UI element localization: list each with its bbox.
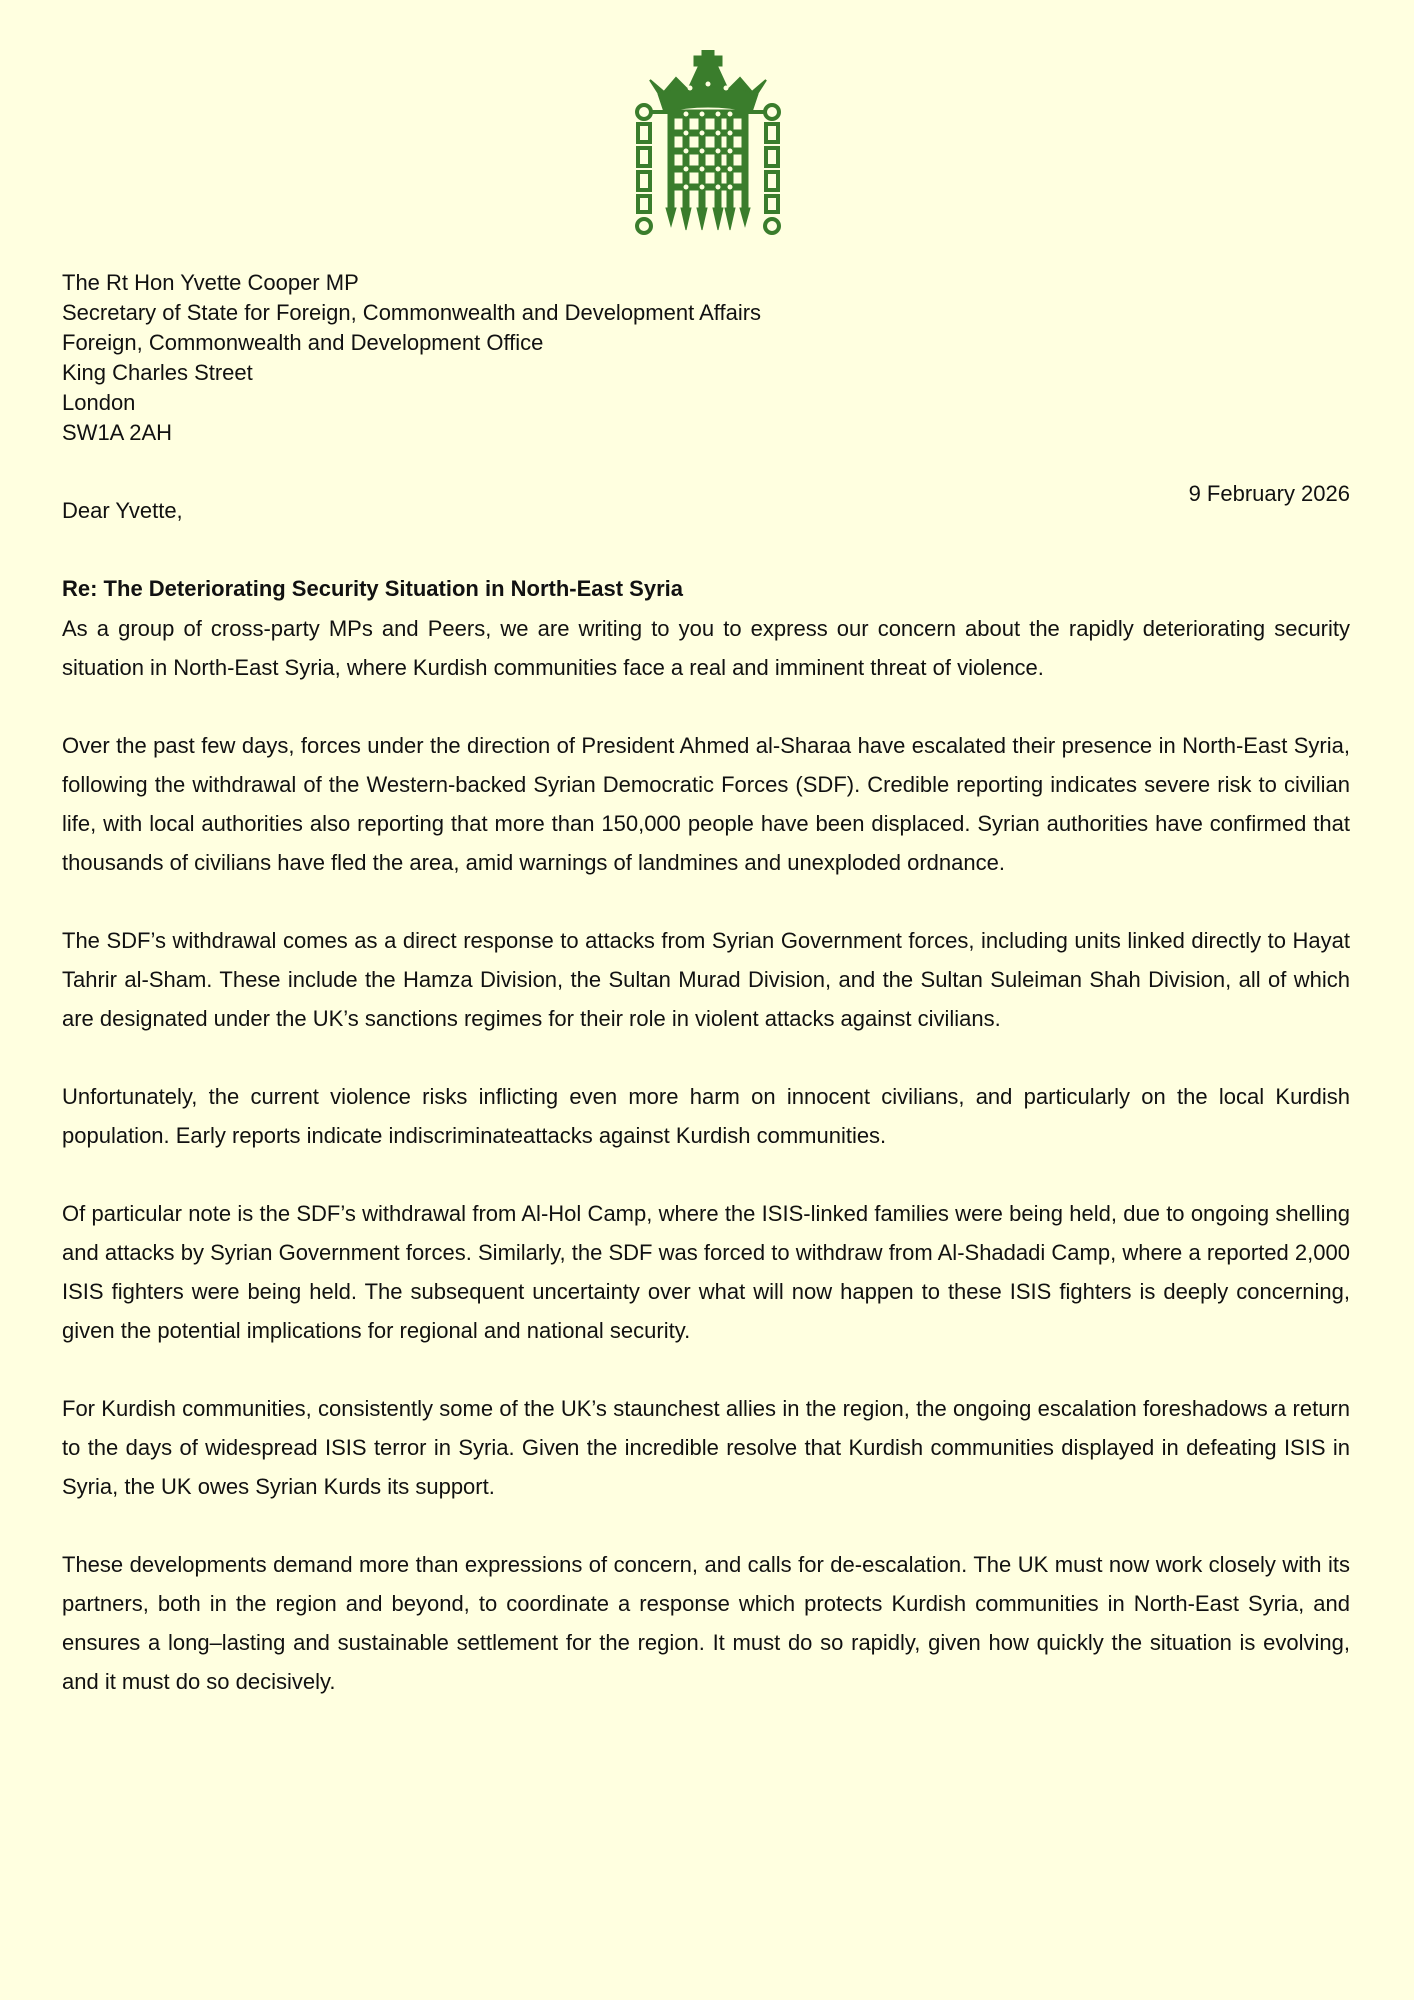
letter-body [62, 609, 1350, 1740]
recipient-street: King Charles Street [62, 360, 253, 385]
paragraph: These developments demand more than expressions of concern, and calls for de-escalation. The UK must now work closely with its partners, both in the region and beyond, to coordinate a response which protects Kurdish communities in North-East Syria, and ensures a long–lasting and sustainable settlement for the region. It must do so rapidly, given how quickly the situation is evolving, and it must do so decisively. [62, 1552, 1350, 1694]
recipient-address [62, 268, 761, 448]
recipient-city: London [62, 390, 136, 415]
paragraph: Of particular note is the SDF’s withdrawal from Al-Hol Camp, where the ISIS-linked families were being held, due to ongoing shelling and attacks by Syrian Government forces. Similarly, the SDF was forced to withdraw from Al-Shadadi Camp, where a reported 2,000 ISIS fighters were being held. The subsequent uncertainty over what will now happen to these ISIS fighters is deeply concerning, given the potential implications for regional and national security. [62, 1201, 1350, 1343]
salutation: Dear Yvette, [62, 498, 183, 523]
recipient-title: Secretary of State for Foreign, Commonwealth and Development Affairs [62, 300, 762, 325]
recipient-name: The Rt Hon Yvette Cooper MP [62, 270, 359, 295]
portcullis-crest-icon [628, 50, 788, 238]
letter-date: 9 February 2026 [1188, 481, 1350, 506]
paragraph: Unfortunately, the current violence risks inflicting even more harm on innocent civilians, and particularly on the local Kurdish population. Early reports indicate indiscriminateattacks against Kurdish communities. [62, 1084, 1350, 1148]
paragraph: For Kurdish communities, consistently some of the UK’s staunchest allies in the region, the ongoing escalation foreshadows a return to the days of widespread ISIS terror in Syria. Given the incredible resolve that Kurdish communities displayed in defeating ISIS in Syria, the UK owes Syrian Kurds its support. [62, 1396, 1350, 1499]
subject-line: Re: The Deteriorating Security Situation in North-East Syria [62, 576, 683, 601]
paragraph: Over the past few days, forces under the direction of President Ahmed al-Sharaa have escalated their presence in North-East Syria, following the withdrawal of the Western-backed Syrian Democratic Forces (SDF). Credible reporting indicates severe risk to civilian life, with local authorities also reporting that more than 150,000 people have been displaced. Syrian authorities have confirmed that thousands of civilians have fled the area, amid warnings of landmines and unexploded ordnance. [62, 733, 1350, 875]
recipient-office: Foreign, Commonwealth and Development Office [62, 330, 544, 355]
recipient-postcode: SW1A 2AH [62, 420, 173, 445]
paragraph: As a group of cross-party MPs and Peers, we are writing to you to express our concern about the rapidly deteriorating security situation in North-East Syria, where Kurdish communities face a real and imminent threat of violence. [62, 616, 1350, 680]
paragraph: The SDF’s withdrawal comes as a direct response to attacks from Syrian Government forces, including units linked directly to Hayat Tahrir al-Sham. These include the Hamza Division, the Sultan Murad Division, and the Sultan Suleiman Shah Division, all of which are designated under the UK’s sanctions regimes for their role in violent attacks against civilians. [62, 928, 1350, 1031]
